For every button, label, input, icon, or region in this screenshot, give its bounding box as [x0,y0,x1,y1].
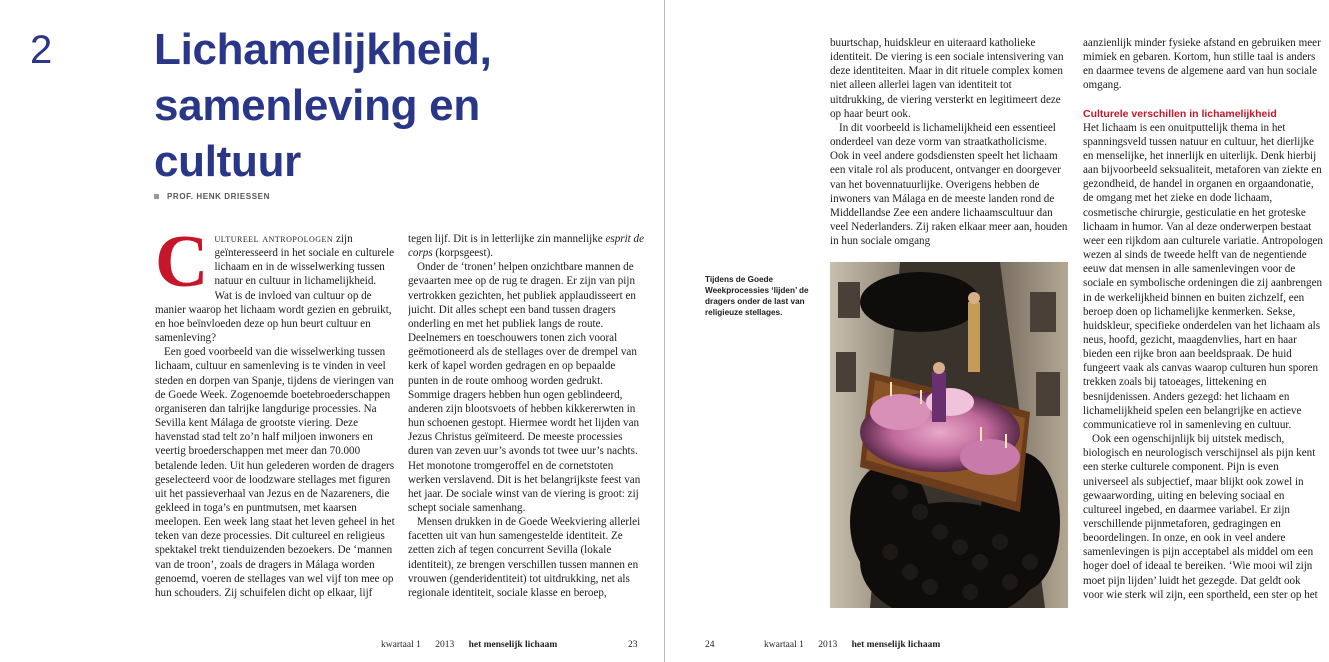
page-number: 23 [628,640,638,650]
paragraph: Ook een ogenschijnlijk bij uitstek medisch, biologisch en neurologisch verschijnsel als pijn kent een sterke culturele component. Pijn is even universeel als subjectief, maar blijkt ook zowel in gewaarwording, uiting en beleving sociaal en cultureel ingebed, en daarmee variabel. Er zijn verschillende pijnmetaforen, gedragingen en beoordelingen. In onze, en ook in veel andere samenlevingen is pijn acceptabel als middel om een hoger doel of ideaal te bereiken. ‘Wie mooi wil zijn moet pijn lijden’ luidt het gezegde. Dat geldt ook voor wie sterk wil zijn, een sportheld, een ster op het [1083,433,1318,601]
procession-photo [830,262,1068,608]
square-bullet-icon [154,194,159,199]
italic-phrase: esprit de corps [408,233,644,260]
body-column-2 [408,232,648,632]
paragraph: In dit voorbeeld is lichamelijkheid een essentieel onderdeel van deze vorm van straatkatholicisme. Ook in veel andere godsdiensten speelt het lichaam een vitale rol als producent, ontvanger en doorgever van het bovennatuurlijke. Overigens hebben de inwoners van Málaga en de meeste landen rond de Middellandse Zee een andere lichaamscultuur dan veel Nederlanders. Zij raken elkaar meer aan, houden in hun sociale omgang [830,121,1068,248]
footer-year: 2013 [818,640,838,650]
running-footer [764,640,940,650]
paragraph: buurtschap, huidskleur en uiteraard katholieke identiteit. De viering is een sociale intensivering van deze identiteiten. Maar in dit rituele complex komen niet alleen allerlei lagen van identiteit tot uitdrukking, de viering versterkt en legitimeert deze op haar beurt ook. [830,37,1064,120]
body-column-4 [1083,36,1323,632]
paragraph: Mensen drukken in de Goede Weekviering allerlei facetten uit van hun samengestelde identiteit. Ze zetten zich af tegen concurrent Sevilla (lokale identiteit), ze brengen verschillen tussen mannen en vrouwen (genderidentiteit) tot uitdrukking, net als regionale identiteit, sociale klasse en beroep, [408,516,641,599]
paragraph [408,232,648,260]
paragraph-text: zijn geïnteresseerd in het sociale en culturele lichaam en in de wisselwerking tussen natuur en cultuur in lichamelijkheid. Wat is de invloed van cultuur op de manier waarop het lichaam wordt gezien en gebruikt, en hoe beïnvloeden deze op hun beurt cultuur en samenleving? [155,233,395,345]
right-page [665,0,1329,662]
paragraph: Onder de ‘tronen’ helpen onzichtbare mannen de gevaarten mee op de rug te dragen. Er zijn van pijn vertrokken gezichten, het publiek applaudisseert en juicht. Dit alles schept een band tussen dragers onderling en met het publiek langs de route. Deelnemers en toeschouwers tonen zich vooral geëmotioneerd als de stellages over de drempel van kerk of kapel worden gedragen en op bepaalde punten in de route omhoog worden gedrukt. Sommige dragers hebben hun ogen geblindeerd, anderen zijn blootsvoets of hebben kikkererwten in hun schoenen gestopt. Hiermee wordt het lijden van Jezus Christus geïmiteerd. De meeste processies duren van zeven uur’s avonds tot twee uur’s nachts. Het monotone tromgeroffel en de cornetstoten werken verslavend. Dit is het belangrijkste feest van het jaar. De sociale winst van de viering is groot: zij schept sociale samenhang. [408,261,641,514]
page-number: 24 [705,640,715,650]
lead-in: ultureel antropologen [214,233,334,245]
author-byline [154,192,270,201]
procession-photo-icon [830,262,1068,608]
photo-caption: Tijdens de Goede Weekprocessies ‘lijden’ de dragers onder de last van religieuze stellages. [705,275,809,317]
paragraph-text: tegen lijf. Dit is in letterlijke zin mannelijke [408,233,606,245]
paragraph: Een goed voorbeeld van die wisselwerking tussen lichaam, cultuur en samenleving is te vinden in veel steden en dorpen van Spanje, tijdens de vieringen van de Goede Week. Zogenoemde boetebroederschappen organiseren dan talrijke langdurige processies. Na Sevilla kent Málaga de grootste viering. Deze havenstad stad telt zo’n half miljoen inwoners en veertig broederschappen met meer dan 70.000 betalende leden. Uit hun gelederen worden de dragers geselecteerd voor de loodzware stellages met figuren uit het passieverhaal van Jezus en de Nazareners, die gekleed in toga’s en puntmutsen, met kaarsen meelopen. Een week lang staat het leven geheel in het teken van deze processies. Dit cultureel en religieus spektakel trekt tienduizenden bezoekers. De ‘mannen van de troon’, zoals de dragers in Málaga worden genoemd, voeren de stellages van wel vijf ton mee op hun schouders. Zij schuifelen dicht op elkaar, lijf [155,346,395,599]
paragraph-text: (korpsgeest). [432,247,494,260]
title-line-3: cultuur [154,137,302,186]
chapter-number: 2 [30,28,53,72]
paragraph: Het lichaam is een onuitputtelijk thema in het spanningsveld tussen natuur en cultuur, het dierlijke en menselijke, het innerlijk en uiterlijk. Denk hierbij aan bijvoorbeeld seksualiteit, metaforen van ziekte en gezondheid, de handel in organen en orgaandonatie, de omgang met het zieke en dode lichaam, cosmetische chirurgie, gesticulatie en het groteske lichaam in humor. Van al deze onderwerpen bestaat weer een rijkdom aan culturele variatie. Antropologen wezen al sinds de tweede helft van de negentiende eeuw dat mensen in alle samenlevingen voor de sociale en symbolische ordeningen die zij aanbrengen in de werkelijkheid binnen en buiten zichzelf, een beroep doen op lichamelijke kenmerken. Sekse, huidskleur, specifieke onderdelen van het lichaam als neus, hoofd, gezicht, maagdenvlies, hart en haar bieden een rijke bron aan beeldspraak. De huid fungeert vaak als canvas waarop culturen hun sporen trekken zoals bij tatoeages, littekening en besnijdenissen. Anders gezegd: het lichaam en lichamelijkheid spelen een belangrijke en actieve communicatieve rol in samenleving en cultuur. [1083,121,1323,431]
left-page [0,0,664,662]
footer-journal: kwartaal 1 [381,640,421,650]
footer-issue: het menselijk lichaam [468,640,558,650]
title-line-2: samenleving en [154,81,480,130]
drop-cap: C [155,232,209,303]
footer-issue: het menselijk lichaam [851,640,941,650]
body-column-1 [155,232,395,632]
chapter-title [154,22,634,190]
body-column-3 [830,36,1068,274]
footer-journal: kwartaal 1 [764,640,804,650]
paragraph: aanzienlijk minder fysieke afstand en gebruiken meer mimiek en gebaren. Kortom, hun stille taal is anders en daarmee tevens de algemene aard van hun sociale omgang. [1083,37,1321,92]
section-heading: Culturele verschillen in lichamelijkheid [1083,107,1277,120]
author-name: PROF. HENK DRIESSEN [167,192,270,201]
footer-year: 2013 [435,640,455,650]
title-line-1: Lichamelijkheid, [154,25,492,74]
paragraph [155,232,395,345]
running-footer [381,640,557,650]
